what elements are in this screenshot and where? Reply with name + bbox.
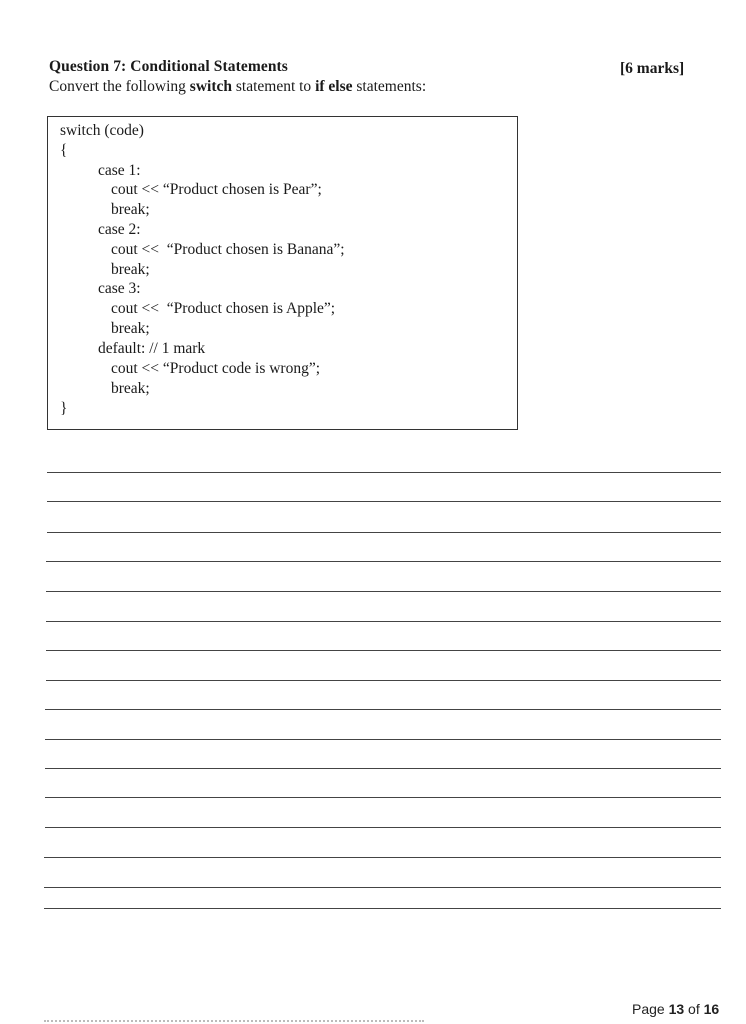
question-title: Question 7: Conditional Statements	[49, 58, 288, 75]
instruction-text-3: statements:	[352, 78, 427, 95]
code-line: cout << “Product chosen is Pear”;	[111, 181, 322, 198]
code-line: case 1:	[98, 162, 141, 179]
code-line: case 2:	[98, 221, 141, 238]
code-line: default: // 1 mark	[98, 340, 206, 357]
answer-line	[45, 797, 721, 798]
code-line: cout << “Product chosen is Apple”;	[111, 300, 336, 317]
code-line: }	[60, 400, 68, 417]
footer-faint-text	[44, 1016, 424, 1024]
answer-line	[46, 561, 721, 562]
answer-line	[47, 532, 721, 533]
code-line: {	[60, 142, 68, 159]
code-line: break;	[111, 261, 150, 278]
page-current: 13	[668, 1001, 685, 1017]
answer-line	[46, 621, 721, 622]
answer-line	[46, 650, 721, 651]
answer-line	[46, 680, 721, 681]
keyword-if-else: if else	[315, 78, 353, 95]
page-total: 16	[703, 1001, 720, 1017]
answer-line	[44, 887, 721, 888]
code-line: break;	[111, 320, 150, 337]
page-number	[632, 1001, 719, 1017]
code-line: cout << “Product chosen is Banana”;	[111, 241, 345, 258]
answer-line	[45, 827, 721, 828]
answer-line	[44, 857, 721, 858]
answer-line	[44, 908, 721, 909]
page-prefix: Page	[632, 1001, 669, 1017]
code-box	[47, 116, 518, 430]
answer-line	[45, 709, 721, 710]
answer-line	[45, 768, 721, 769]
question-marks: [6 marks]	[620, 60, 685, 77]
answer-line	[47, 472, 721, 473]
answer-line	[45, 739, 721, 740]
instruction-text-2: statement to	[231, 78, 316, 95]
code-line: cout << “Product code is wrong”;	[111, 360, 321, 377]
page-of: of	[684, 1001, 704, 1017]
code-line: break;	[111, 201, 150, 218]
code-line: case 3:	[98, 280, 141, 297]
code-line: switch (code)	[60, 122, 144, 139]
instruction-text-1: Convert the following	[49, 78, 190, 95]
keyword-switch: switch	[189, 78, 232, 95]
code-line: break;	[111, 380, 150, 397]
answer-line	[47, 501, 721, 502]
answer-line	[46, 591, 721, 592]
question-instruction	[49, 78, 426, 96]
